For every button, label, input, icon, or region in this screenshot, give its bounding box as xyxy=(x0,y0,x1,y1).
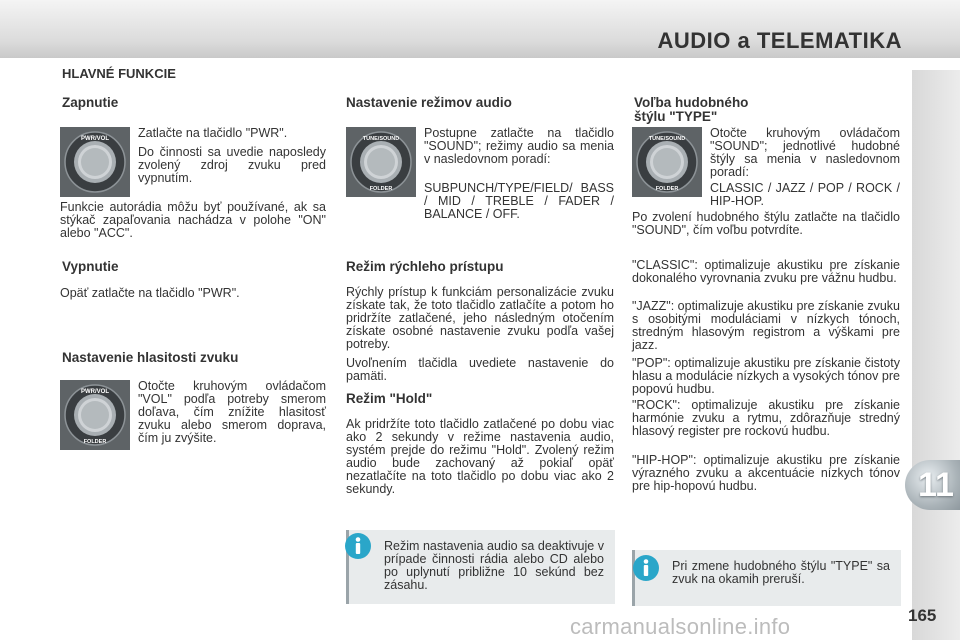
note-rezim-text: Režim nastavenia audio sa deaktivuje v prípade činnosti rádia alebo CD alebo po uplynutí približne 10 sekúnd bez zásahu. xyxy=(384,539,604,592)
style-hiphop-text: "HIP-HOP": optimalizuje akustiku pre získanie výrazného zvuku a akcentuácie nízkych tónov pre hip-hopovú hudbu. xyxy=(632,453,900,493)
hlasitost-text: Otočte kruhovým ovládačom "VOL" podľa potreby smerom doľava, čím znížite hlasitosť zvuku alebo smerom doprava, čím ju zvýšite. xyxy=(138,379,326,445)
volume-knob-icon xyxy=(60,380,130,450)
watermark: carmanualsonline.info xyxy=(570,614,791,639)
style-jazz-text: "JAZZ": optimalizuje akustiku pre získanie zvuku s osobitými moduláciami v nízkych tónoch, stredným hlasovým registrom a výškami pre jazz. xyxy=(632,299,901,352)
heading-rychly: Režim rýchleho prístupu xyxy=(346,259,504,274)
heading-hlasitost: Nastavenie hlasitosti zvuku xyxy=(62,350,239,365)
knob-label-folder-2: FOLDER xyxy=(369,186,393,192)
chapter-number: 11 xyxy=(918,465,954,504)
typ-text-2: CLASSIC / JAZZ / POP / ROCK / HIP-HOP. xyxy=(710,181,900,208)
zapnutie-text-3: Funkcie autorádia môžu byť používané, ak sa stýkač zapaľovania nachádza v polohe "ON" alebo "ACC". xyxy=(60,200,326,240)
pwr-vol-knob-icon xyxy=(60,127,130,197)
page-title: AUDIO a TELEMATIKA xyxy=(657,28,902,53)
rezimy-text-1: Postupne zatlačte na tlačidlo "SOUND"; režimy audio sa menia v nasledovnom poradí: xyxy=(424,126,614,166)
style-pop-text: "POP": optimalizuje akustiku pre získanie čistoty hlasu a modulácie nízkych a vysokých tónov pre popovú hudbu. xyxy=(632,356,900,396)
zapnutie-text-1: Zatlačte na tlačidlo "PWR". xyxy=(138,126,288,140)
tune-sound-knob-icon-2 xyxy=(632,127,702,197)
tune-sound-knob-icon xyxy=(346,127,416,197)
heading-zapnutie: Zapnutie xyxy=(62,95,119,110)
chapter-strip xyxy=(912,70,960,640)
section-heading: HLAVNÉ FUNKCIE xyxy=(62,66,176,81)
typ-text-3: Po zvolení hudobného štýlu zatlačte na tlačidlo "SOUND", čím voľbu potvrdíte. xyxy=(632,210,900,237)
info-icon xyxy=(344,532,372,560)
heading-typ-line1: Voľba hudobného xyxy=(634,95,749,110)
heading-rezimy: Nastavenie režimov audio xyxy=(346,95,512,110)
info-icon-2 xyxy=(632,554,660,582)
chapter-tab xyxy=(905,460,960,510)
page-number: 165 xyxy=(908,606,937,625)
knob-label-folder-3: FOLDER xyxy=(655,186,679,192)
style-classic-text: "CLASSIC": optimalizuje akustiku pre získanie dokonalého vyrovnania zvuku pre vážnu hudbu. xyxy=(632,258,900,285)
typ-text-1: Otočte kruhovým ovládačom "SOUND"; jednotlivé hudobné štýly sa menia v nasledovnom poradí: xyxy=(710,126,900,179)
hold-text: Ak pridržíte toto tlačidlo zatlačené po dobu viac ako 2 sekundy v režime nastavenia audio, systém prejde do režimu "Hold". Zvolený režim audio bude zachovaný až pokiaľ opäť nezatlačíte na toto tlačidlo po dobu viac ako 2 sekundy. xyxy=(346,417,614,496)
heading-hold: Režim "Hold" xyxy=(346,391,433,406)
knob-label-pwr-vol: PWR/VOL xyxy=(81,136,109,142)
zapnutie-text-2: Do činnosti sa uvedie naposledy zvolený zdroj zvuku pred vypnutím. xyxy=(138,145,326,185)
vypnutie-text: Opäť zatlačte na tlačidlo "PWR". xyxy=(60,286,240,300)
rychly-text-1: Rýchly prístup k funkciám personalizácie zvuku získate tak, že toto tlačidlo zatlačíte a potom ho pridržíte zatlačené, jeho následným otočením získate osobné nastavenie zvuku podľa vašej potreby. xyxy=(346,285,614,351)
style-rock-text: "ROCK": optimalizuje akustiku pre získanie harmónie zvuku a rytmu, zdôrazňuje stredný hlasový register pre rockovú hudbu. xyxy=(632,398,900,438)
knob-label-tune-sound: TUNE/SOUND xyxy=(362,136,400,142)
knob-label-pwr-vol-2: PWR/VOL xyxy=(81,389,109,395)
rychly-text-2: Uvoľnením tlačidla uvediete nastavenie do pamäti. xyxy=(346,356,614,383)
heading-typ-line2: štýlu "TYPE" xyxy=(634,109,718,124)
rezimy-text-2: SUBPUNCH/TYPE/FIELD/ BASS / MID / TREBLE / FADER / BALANCE / OFF. xyxy=(424,181,614,221)
knob-label-tune-sound-2: TUNE/SOUND xyxy=(648,136,686,142)
heading-vypnutie: Vypnutie xyxy=(62,259,119,274)
note-typ-text: Pri zmene hudobného štýlu "TYPE" sa zvuk na okamih preruší. xyxy=(672,559,890,586)
knob-label-folder: FOLDER xyxy=(83,439,107,445)
